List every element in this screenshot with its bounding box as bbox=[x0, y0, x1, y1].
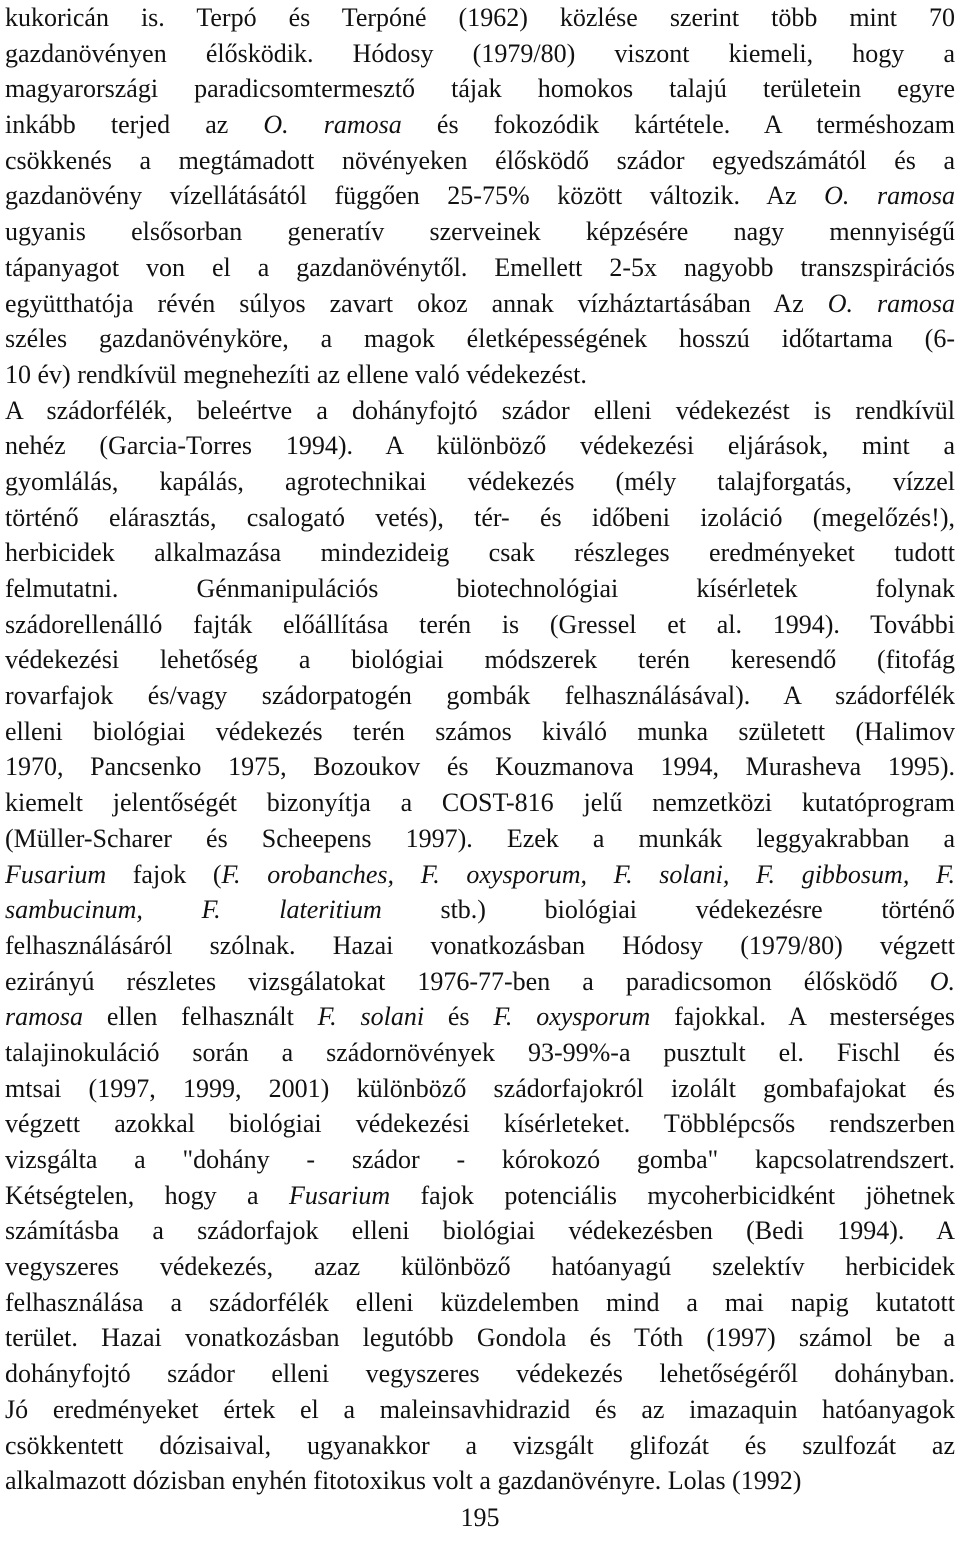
text-line: gazdanövény vízellátásától függően 25-75% között változik. Az O. ramosa bbox=[5, 181, 955, 211]
text-line: elleni biológiai védekezés terén számos kiváló munka született (Halimov bbox=[5, 716, 955, 746]
text-line: együtthatója révén súlyos zavart okoz annak vízháztartásában Az O. ramosa bbox=[5, 288, 955, 318]
text-line: védekezési lehetőség a biológiai módszerek terén keresendő (fitofág bbox=[5, 645, 955, 675]
text-line: gyomlálás, kapálás, agrotechnikai védekezés (mély talajforgatás, vízzel bbox=[5, 466, 955, 496]
text-line: dohányfojtó szádor elleni vegyszeres védekezés lehetőségéről dohányban. bbox=[5, 1359, 955, 1389]
text-line: ramosa ellen felhasznált F. solani és F. oxysporum fajokkal. A mesterséges bbox=[5, 1002, 955, 1032]
text-line: Fusarium fajok (F. orobanches, F. oxysporum, F. solani, F. gibbosum, F. bbox=[5, 859, 955, 889]
text-line: kukoricán is. Terpó és Terpóné (1962) közlése szerint több mint 70 bbox=[5, 3, 955, 32]
text-line: széles gazdanövényköre, a magok életképességének hosszú időtartama (6- bbox=[5, 324, 955, 354]
text-line: Kétségtelen, hogy a Fusarium fajok potenciális mycoherbicidként jöhetnek bbox=[5, 1180, 956, 1210]
text-line: Jó eredményeket értek el a maleinsavhidrazid és az imazaquin hatóanyagok bbox=[5, 1394, 955, 1424]
text-line: sambucinum, F. lateritium stb.) biológiai védekezésre történő bbox=[5, 895, 955, 925]
text-line: felhasználása a szádorfélék elleni küzdelemben mind a mai napig kutatott bbox=[5, 1287, 955, 1317]
text-line: csökkentett dózisaival, ugyanakkor a vizsgált glifozát és szulfozát az bbox=[5, 1430, 955, 1460]
text-line: 10 év) rendkívül megnehezíti az ellene való védekezést. bbox=[5, 359, 587, 389]
text-line: rovarfajok és/vagy szádorpatogén gombák felhasználásával). A szádorfélék bbox=[5, 681, 955, 711]
text-line: terület. Hazai vonatkozásban legutóbb Gondola és Tóth (1997) számol be a bbox=[5, 1323, 955, 1353]
text-line: vizsgálta a "dohány - szádor - kórokozó gomba" kapcsolatrendszert. bbox=[5, 1145, 955, 1174]
text-line: vegyszeres védekezés, azaz különböző hatóanyagú szelektív herbicidek bbox=[5, 1252, 955, 1282]
text-line: herbicidek alkalmazása mindezideig csak részleges eredményeket tudott bbox=[5, 538, 955, 568]
text-line: tápanyagot von el a gazdanövénytől. Emellett 2-5x nagyobb transzspirációs bbox=[5, 252, 955, 282]
text-line: inkább terjed az O. ramosa és fokozódik kártétele. A terméshozam bbox=[5, 110, 955, 140]
text-line: ezirányú részletes vizsgálatokat 1976-77-ben a paradicsomon élősködő O. bbox=[5, 966, 955, 996]
text-line: mtsai (1997, 1999, 2001) különböző szádorfajokról izolált gombafajokat és bbox=[5, 1073, 955, 1103]
text-line: ugyanis elsősorban generatív szerveinek képzésére nagy mennyiségű bbox=[5, 217, 955, 247]
text-line: számításba a szádorfajok elleni biológiai védekezésben (Bedi 1994). A bbox=[5, 1216, 955, 1246]
text-line: történő elárasztás, csalogató vetés), tér- és időbeni izoláció (megelőzés!), bbox=[5, 502, 955, 532]
text-line: felhasználásáról szólnak. Hazai vonatkozásban Hódosy (1979/80) végzett bbox=[5, 930, 955, 960]
text-line: szádorellenálló fajták előállítása terén is (Gressel et al. 1994). További bbox=[5, 609, 955, 639]
text-line: talajinokuláció során a szádornövények 93-99%-a pusztult el. Fischl és bbox=[5, 1037, 955, 1067]
text-line: végzett azokkal biológiai védekezési kísérleteket. Többlépcsős rendszerben bbox=[5, 1109, 955, 1139]
text-line: csökkenés a megtámadott növényeken élősködő szádor egyedszámától és a bbox=[5, 145, 955, 175]
page-number: 195 bbox=[460, 1503, 500, 1532]
text-line: A szádorfélék, beleértve a dohányfojtó szádor elleni védekezést is rendkívül bbox=[5, 395, 955, 425]
text-line: (Müller-Scharer és Scheepens 1997). Ezek a munkák leggyakrabban a bbox=[5, 823, 955, 853]
text-line: kiemelt jelentőségét bizonyítja a COST-816 jelű nemzetközi kutatóprogram bbox=[5, 788, 955, 818]
text-line: 1970, Pancsenko 1975, Bozoukov és Kouzmanova 1994, Murasheva 1995). bbox=[5, 752, 955, 782]
text-line: felmutatni. Génmanipulációs biotechnológiai kísérletek folynak bbox=[5, 574, 955, 603]
document-body bbox=[5, 0, 955, 1499]
text-line: gazdanövényen élősködik. Hódosy (1979/80) viszont kiemeli, hogy a bbox=[5, 38, 955, 68]
text-line: alkalmazott dózisban enyhén fitotoxikus volt a gazdanövényre. Lolas (1992) bbox=[5, 1466, 802, 1496]
text-line: magyarországi paradicsomtermesztő tájak homokos talajú területein egyre bbox=[5, 74, 955, 104]
text-line: nehéz (Garcia-Torres 1994). A különböző védekezési eljárások, mint a bbox=[5, 431, 955, 461]
